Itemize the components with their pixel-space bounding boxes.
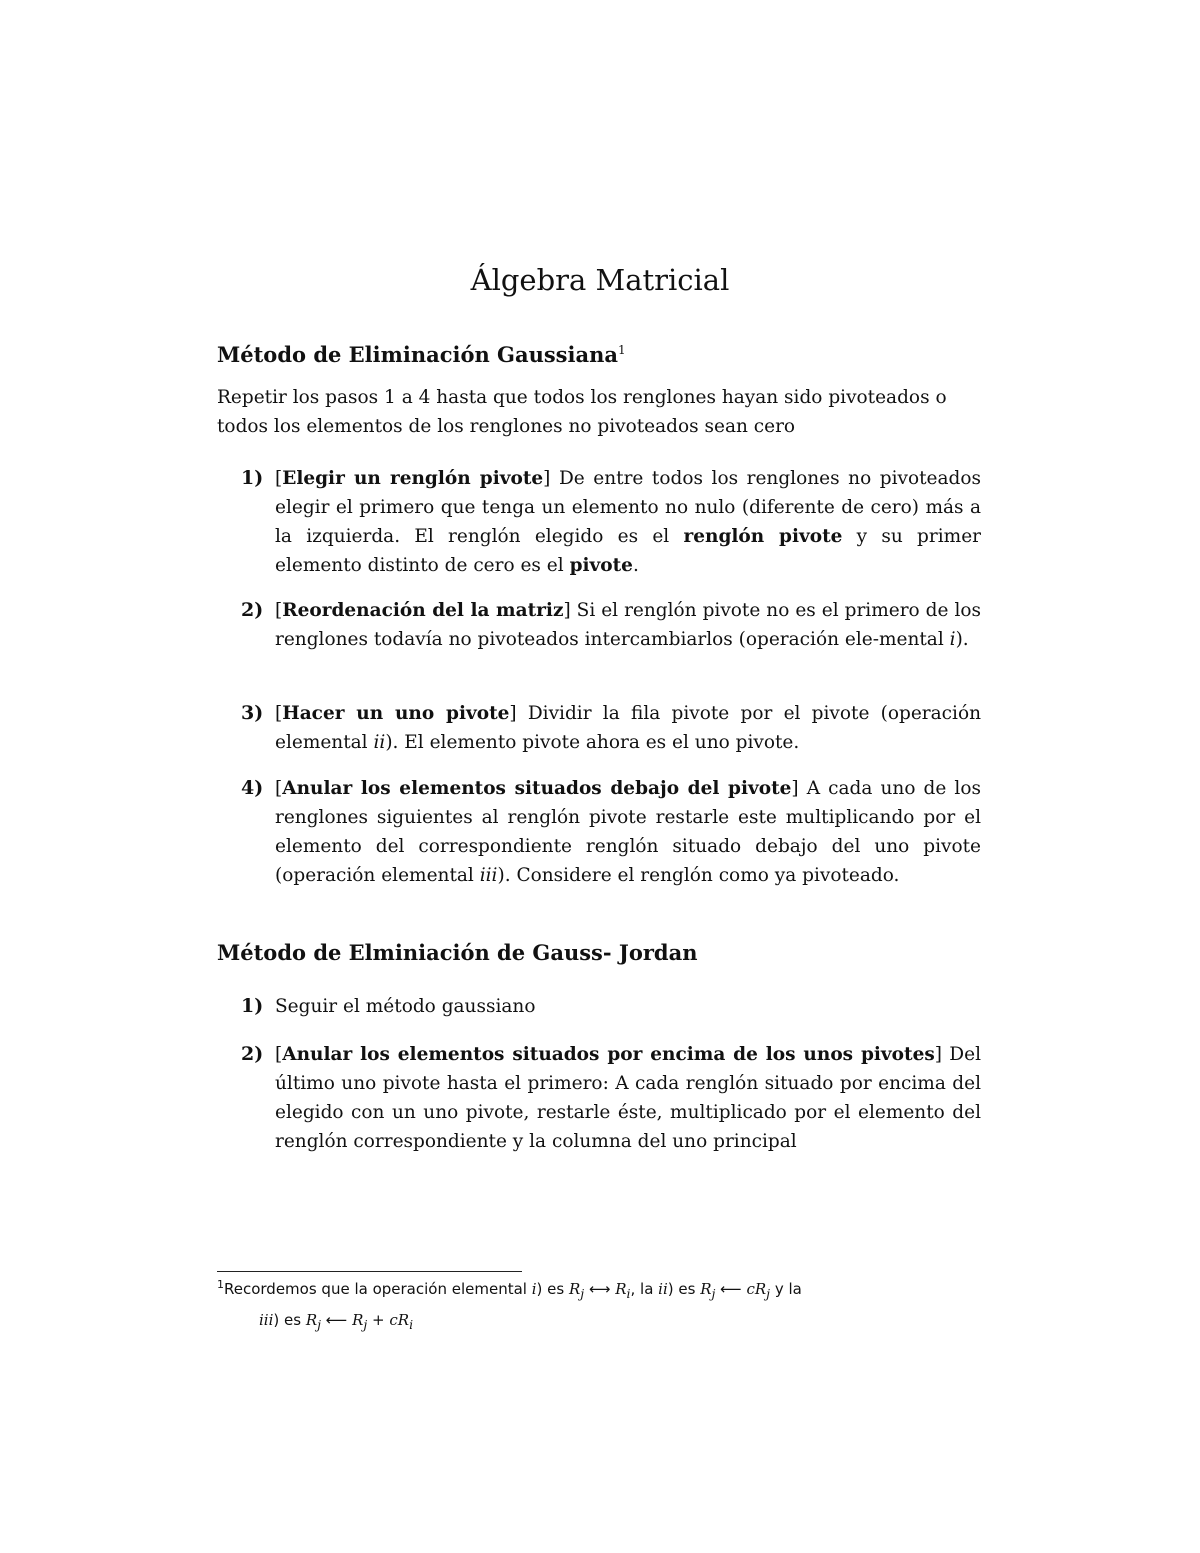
intro-paragraph: Repetir los pasos 1 a 4 hasta que todos los renglones hayan sido pivoteados o todos los elementos de los renglones no pivoteados sean cero [217, 387, 947, 437]
footnote-reference: 1 [617, 343, 626, 357]
section-heading-text: Método de Eliminación Gaussiana [217, 342, 618, 367]
footnote-mark: 1 [217, 1278, 224, 1291]
footnote [217, 1276, 985, 1338]
step-text: [Anular los elementos situados debajo del pivote] A cada uno de los renglones siguientes al renglón pivote restarle este multiplicando por el elemento del correspondiente renglón situado debajo del uno pivote (operación elemental iii). Considere el renglón como ya pivoteado. [275, 778, 981, 886]
step-text: [Elegir un renglón pivote] De entre todos los renglones no pivoteados elegir el primero que tenga un elemento no nulo (diferente de cero) más a la izquierda. El renglón elegido es el renglón pivote y su primer elemento distinto de cero es el pivote. [275, 468, 981, 576]
step-number: 4) [241, 777, 264, 799]
section-heading-gaussian [217, 342, 1017, 367]
step-number: 2) [241, 599, 264, 621]
step-text: Seguir el método gaussiano [275, 996, 536, 1017]
step-number: 1) [241, 467, 264, 489]
step-number: 3) [241, 702, 264, 724]
footnote-line-2: iii) es $R_j$ ⟵ $R_j + cR_i$ [259, 1311, 414, 1332]
step-text: [Hacer un uno pivote] Dividir la fila pivote por el pivote (operación elemental ii). El elemento pivote ahora es el uno pivote. [275, 703, 981, 753]
section-heading-gauss-jordan [217, 940, 1017, 965]
step-text: [Anular los elementos situados por encima de los unos pivotes] Del último uno pivote hasta el primero: A cada renglón situado por encima del elegido con un uno pivote, restarle éste, multiplicado por el elemento del renglón correspondiente y la columna del uno principal [275, 1044, 982, 1152]
step-number: 1) [241, 995, 264, 1017]
step-number: 2) [241, 1043, 264, 1065]
footnote-line-1 [217, 1276, 985, 1307]
page-title: Álgebra Matricial [470, 263, 730, 298]
footnote-text: Recordemos que la operación elemental i) es $R_j$ ⟷ $R_i$, la ii) es $R_j$ ⟵ $cR_j$ y la [224, 1280, 802, 1301]
step-text: [Reordenación del la matriz] Si el renglón pivote no es el primero de los renglones todavía no pivoteados intercambiarlos (operación ele-mental i). [275, 600, 981, 650]
footnote-divider [217, 1271, 522, 1272]
section-heading-text: Método de Elminiación de Gauss- Jordan [217, 940, 698, 965]
